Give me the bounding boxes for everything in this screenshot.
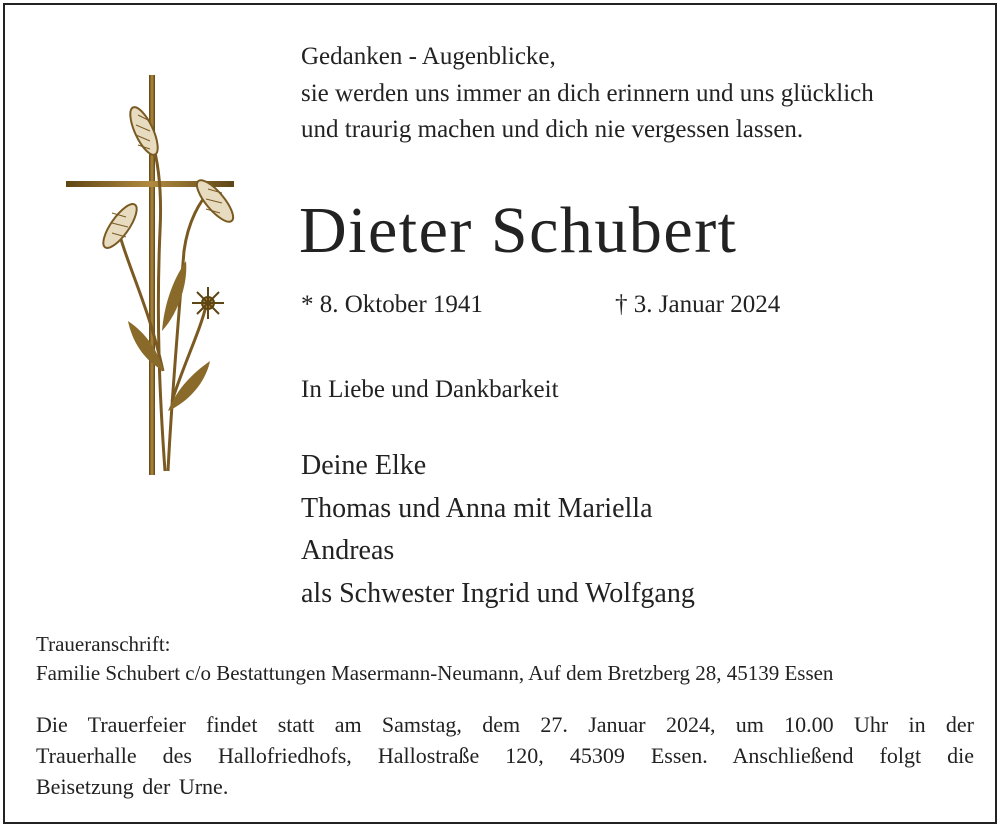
address-label: Traueranschrift: <box>36 632 171 656</box>
birth-date: * 8. Oktober 1941 <box>301 291 483 318</box>
family-list <box>301 445 695 615</box>
deceased-name: Dieter Schubert <box>299 194 738 267</box>
motto-line: Gedanken - Augenblicke, <box>301 43 556 70</box>
closing-phrase: In Liebe und Dankbarkeit <box>301 376 559 403</box>
family-member: als Schwester Ingrid und Wolfgang <box>301 577 695 609</box>
ceremony-info <box>36 709 974 802</box>
obituary-notice <box>3 3 997 824</box>
address-value: Familie Schubert c/o Bestattungen Masermann-Neumann, Auf dem Bretzberg 28, 45139 Essen <box>36 661 834 685</box>
cornflower-icon <box>192 287 224 319</box>
family-member: Thomas und Anna mit Mariella <box>301 492 653 524</box>
motto-line: sie werden uns immer an dich erinnern und uns glücklich <box>301 79 874 107</box>
motto <box>301 39 874 149</box>
ceremony-line: Die Trauerfeier findet statt am Samstag, dem 27. Januar 2024, um 10.00 Uhr in der <box>36 712 974 737</box>
cross-with-wheat-icon <box>60 71 240 481</box>
motto-line: und traurig machen und dich nie vergessen lassen. <box>301 116 804 143</box>
ceremony-line: Trauerhalle des Hallofriedhofs, Hallostraße 120, 45309 Essen. Anschließend folgt die <box>36 743 974 768</box>
ceremony-line: Beisetzung der Urne. <box>36 774 229 799</box>
family-member: Deine Elke <box>301 450 427 481</box>
family-member: Andreas <box>301 535 395 566</box>
mourning-address <box>36 630 833 688</box>
death-date: † 3. Januar 2024 <box>615 291 781 318</box>
